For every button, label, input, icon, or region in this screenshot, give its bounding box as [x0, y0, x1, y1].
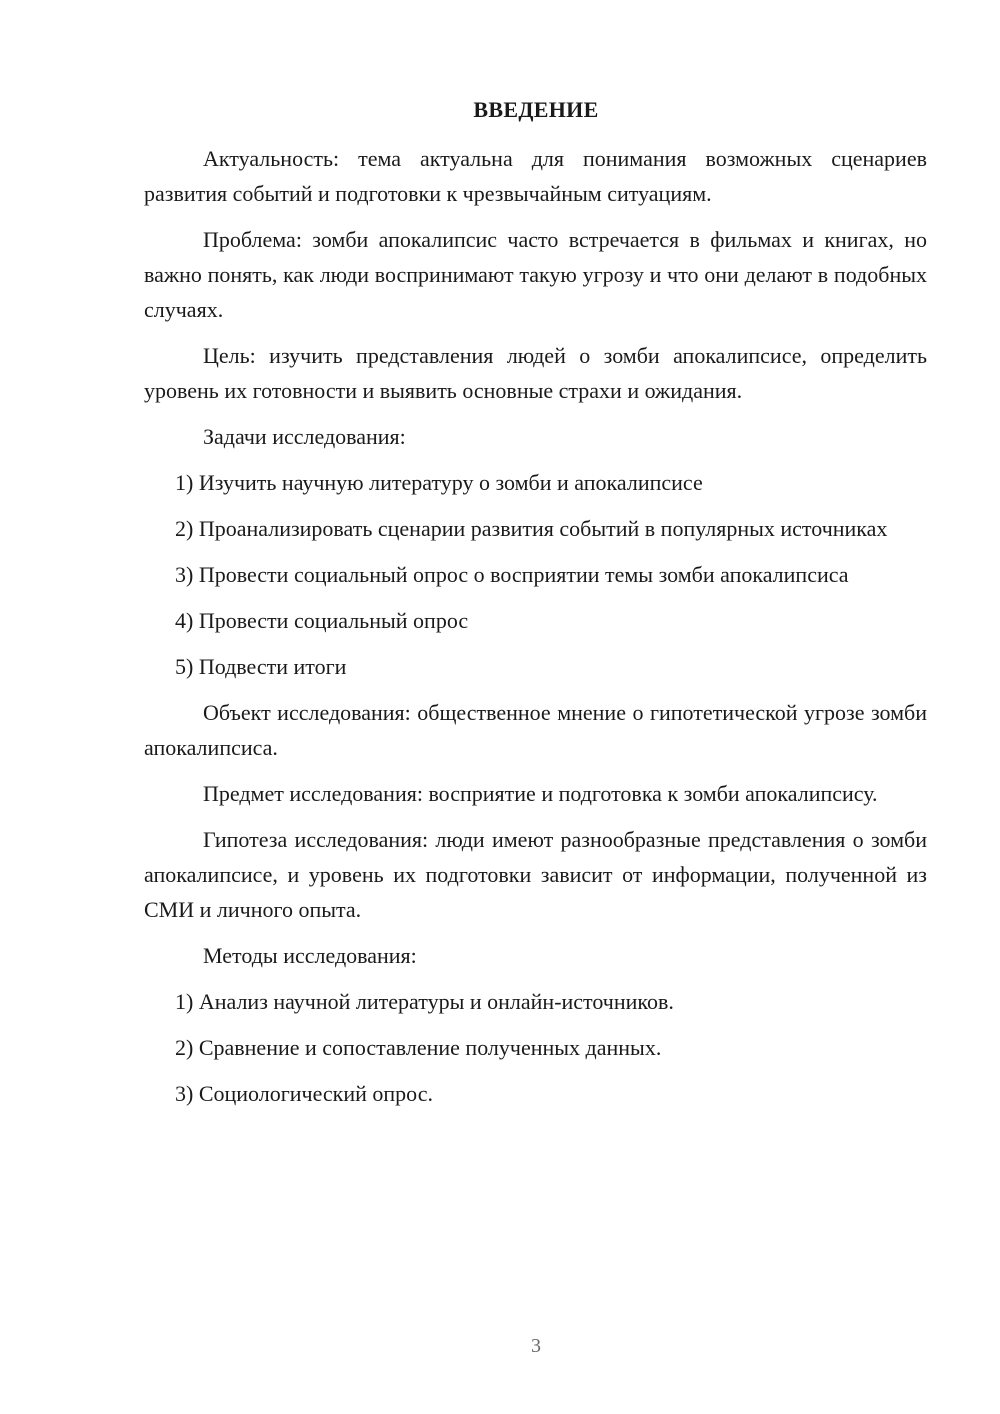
task-item-2: 2) Проанализировать сценарии развития событий в популярных источниках — [175, 516, 888, 541]
page-number: 3 — [531, 1335, 541, 1357]
section-heading: ВВЕДЕНИЕ — [473, 97, 599, 122]
method-item-1: 1) Анализ научной литературы и онлайн-источников. — [175, 989, 674, 1014]
task-item-3: 3) Провести социальный опрос о восприятии темы зомби апокалипсиса — [175, 562, 849, 587]
methods-title: Методы исследования: — [203, 943, 417, 968]
object-paragraph: Объект исследования: общественное мнение о гипотетической угрозе зомби апокалипсиса. — [144, 700, 927, 760]
tasks-title: Задачи исследования: — [203, 424, 406, 449]
goal-paragraph: Цель: изучить представления людей о зомби апокалипсисе, определить уровень их готовности и выявить основные страхи и ожидания. — [144, 343, 927, 403]
subject-paragraph: Предмет исследования: восприятие и подготовка к зомби апокалипсису. — [203, 781, 878, 806]
method-item-2: 2) Сравнение и сопоставление полученных данных. — [175, 1035, 662, 1060]
document-body — [144, 141, 927, 1122]
hypothesis-paragraph: Гипотеза исследования: люди имеют разнообразные представления о зомби апокалипсисе, и уровень их подготовки зависит от информации, полученной из СМИ и личного опыта. — [144, 827, 927, 922]
task-item-5: 5) Подвести итоги — [175, 654, 347, 679]
problem-paragraph: Проблема: зомби апокалипсис часто встречается в фильмах и книгах, но важно понять, как люди воспринимают такую угрозу и что они делают в подобных случаях. — [144, 227, 927, 322]
task-item-1: 1) Изучить научную литературу о зомби и апокалипсисе — [175, 470, 703, 495]
method-item-3: 3) Социологический опрос. — [175, 1081, 433, 1106]
task-item-4: 4) Провести социальный опрос — [175, 608, 469, 633]
relevance-paragraph: Актуальность: тема актуальна для понимания возможных сценариев развития событий и подготовки к чрезвычайным ситуациям. — [144, 146, 927, 206]
